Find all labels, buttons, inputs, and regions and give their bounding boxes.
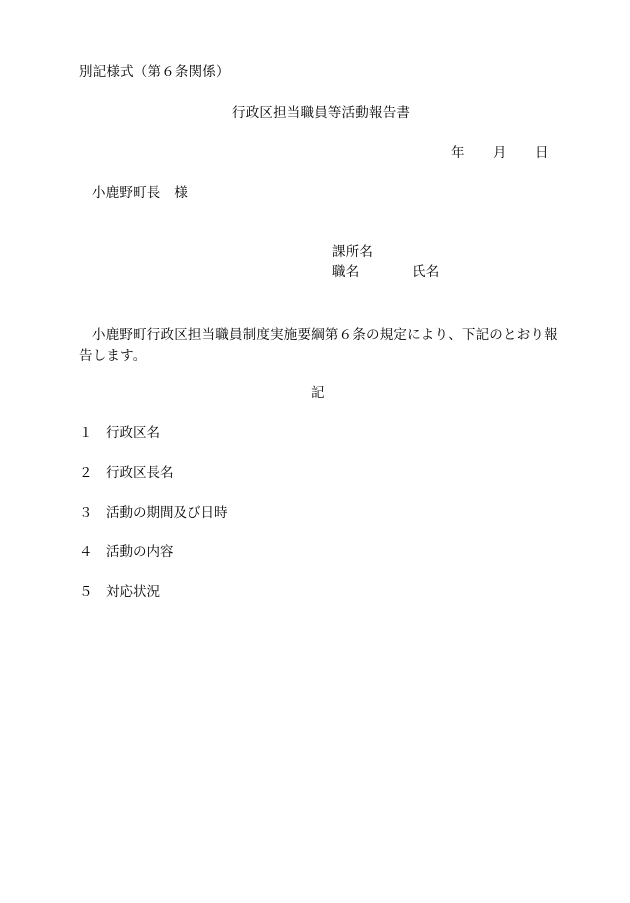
list-item <box>79 546 174 560</box>
list-item <box>79 586 160 600</box>
list-item-label: 行政区名 <box>106 425 160 441</box>
post-label: 職名 <box>332 264 360 280</box>
list-item <box>79 467 174 481</box>
document-title: 行政区担当職員等活動報告書 <box>232 105 411 121</box>
form-header-label: 別記様式（第６条関係） <box>79 64 230 80</box>
date-day-label: 日 <box>535 145 549 161</box>
list-item-number: ４ <box>79 544 93 560</box>
list-item <box>79 507 228 521</box>
date-year-label: 年 <box>451 145 465 161</box>
list-item-number: ３ <box>79 505 93 521</box>
list-item <box>79 427 160 441</box>
ki-heading: 記 <box>311 385 325 401</box>
list-item-label: 対応状況 <box>106 584 160 600</box>
name-label: 氏名 <box>412 264 440 280</box>
dept-label: 課所名 <box>332 244 374 260</box>
list-item-label: 活動の内容 <box>106 544 174 560</box>
list-item-number: １ <box>79 425 93 441</box>
list-item-label: 活動の期間及び日時 <box>106 505 228 521</box>
list-item-label: 行政区長名 <box>106 465 174 481</box>
body-paragraph: 小鹿野町行政区担当職員制度実施要綱第６条の規定により、下記のとおり報告します。 <box>79 327 558 364</box>
list-item-number: ２ <box>79 465 93 481</box>
list-item-number: ５ <box>79 584 93 600</box>
addressee: 小鹿野町長 様 <box>92 185 188 201</box>
date-month-label: 月 <box>493 145 507 161</box>
